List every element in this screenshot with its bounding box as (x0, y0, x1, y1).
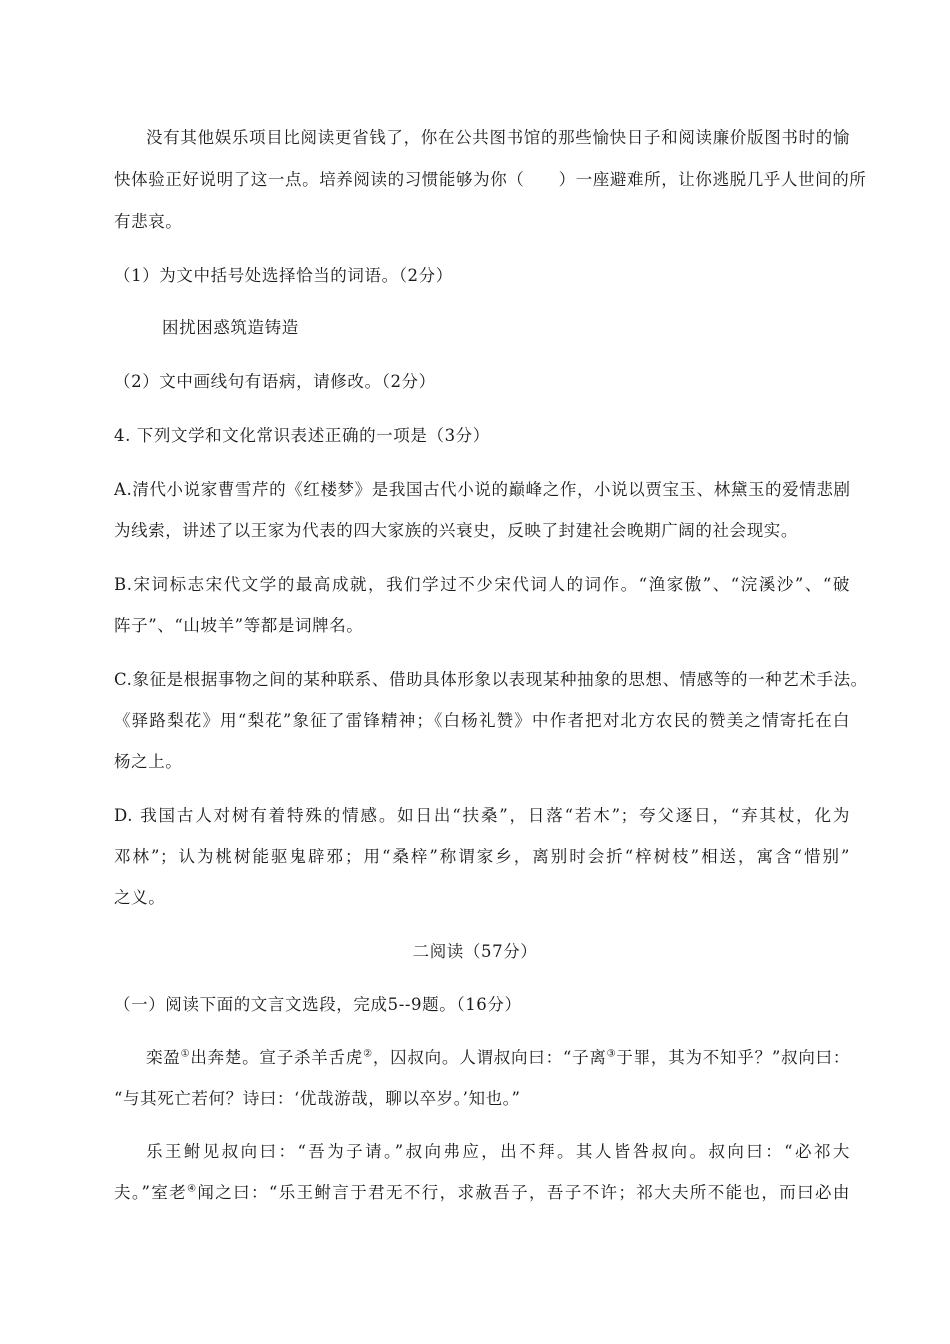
classical-para-2-line-2 (114, 1181, 850, 1205)
question-3-1: （1）为文中括号处选择恰当的词语。（2分） (114, 266, 453, 285)
text-run: 于罪，其为不知乎？”叔向曰： (616, 1048, 850, 1067)
option-d-line-3: 之义。 (114, 888, 166, 907)
word-choices: 困扰困惑筑造铸造 (162, 318, 299, 337)
option-b-line-2: 阵子”、“山坡羊”等都是词牌名。 (114, 616, 364, 635)
option-d-line-2: 邓林”；认为桃树能驱鬼辟邪；用“桑梓”称谓家乡，离别时会折“梓树枝”相送，寓含“惜别” (114, 847, 850, 866)
passage-line-2: 快体验正好说明了这一点。培养阅读的习惯能够为你（ ）一座避难所，让你逃脱几乎人世间的所 (114, 170, 867, 189)
text-run: 夫。”室老 (114, 1183, 188, 1202)
classical-para-1-line-2: “与其死亡若何？诗曰：‘优哉游哉，聊以卒岁。’知也。” (114, 1089, 521, 1108)
classical-para-2-line-1: 乐王鲋见叔向曰：“吾为子请。”叔向弗应，出不拜。其人皆咎叔向。叔向曰：“必祁大 (146, 1142, 850, 1161)
passage-line-3: 有悲哀。 (114, 212, 183, 231)
question-3-2: （2）文中画线句有语病，请修改。（2分） (114, 372, 436, 391)
text-run: 栾盈 (146, 1048, 181, 1067)
section-title: 二阅读（57分） (412, 942, 538, 961)
option-c-line-2: 《驿路梨花》用“梨花”象征了雷锋精神；《白杨礼赞》中作者把对北方农民的赞美之情寄托在白 (114, 711, 850, 730)
option-a-line-2: 为线索，讲述了以王家为代表的四大家族的兴衰史，反映了封建社会晚期广阔的社会现实。 (114, 521, 798, 540)
option-d-line-1: D. 我国古人对树有着特殊的情感。如日出“扶桑”，日落“若木”；夸父逐日，“弃其杖，化为 (114, 806, 850, 825)
classical-para-1-line-1 (146, 1046, 850, 1070)
passage-line-1: 没有其他娱乐项目比阅读更省钱了，你在公共图书馆的那些愉快日子和阅读廉价版图书时的愉 (146, 128, 850, 147)
text-run: 闻之曰：“乐王鲋言于君无不行，求赦吾子，吾子不许；祁大夫所不能也，而曰必由 (197, 1183, 850, 1202)
footnote-marker-4: ④ (187, 1183, 198, 1195)
footnote-marker-3: ③ (606, 1048, 617, 1060)
option-c-line-1: C.象征是根据事物之间的某种联系、借助具体形象以表现某种抽象的思想、情感等的一种艺术手法。 (114, 670, 868, 689)
option-a-line-1: A.清代小说家曹雪芹的《红楼梦》是我国古代小说的巅峰之作，小说以贾宝玉、林黛玉的爱情悲剧 (114, 480, 851, 499)
footnote-marker-1: ① (180, 1048, 191, 1060)
text-run: ，囚叔向。人谓叔向曰：“子离 (372, 1048, 607, 1067)
question-4-stem: 4. 下列文学和文化常识表述正确的一项是（3分） (114, 426, 490, 445)
part-one-instructions: （一）阅读下面的文言文选段，完成5--9题。（16分） (114, 995, 522, 1014)
option-b-line-1: B.宋词标志宋代文学的最高成就，我们学过不少宋代词人的词作。“渔家傲”、“浣溪沙”、“破 (114, 575, 850, 594)
footnote-marker-2: ② (363, 1048, 373, 1060)
text-run: 出奔楚。宣子杀羊舌虎 (190, 1048, 364, 1067)
option-c-line-3: 杨之上。 (114, 752, 183, 771)
